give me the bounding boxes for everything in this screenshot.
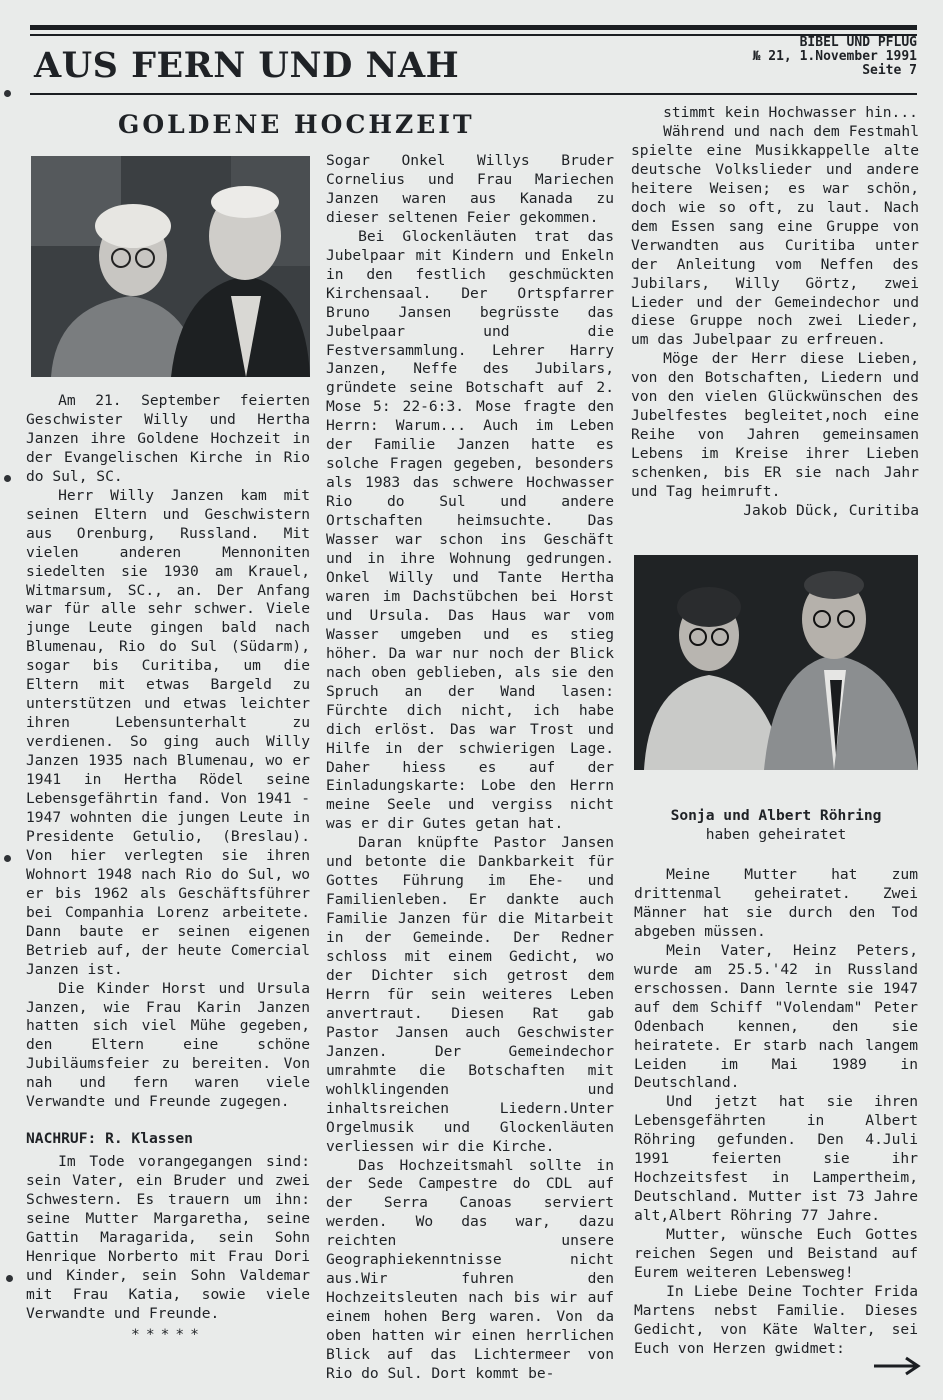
paragraph: Herr Willy Janzen kam mit seinen Eltern und Geschwistern aus Orenburg, Russland. Mit vielen anderen Mennoniten siedelten sie 1930 am Krauel, Witmarsum, SC., an. Der Anfang war für alle sehr schwer. Viele junge Leute gingen bald nach Blumenau, Rio do Sul (Südarm), sogar bis Curitiba, um die Eltern mit etwas Bargeld zu unterstützen und etwas leichter ihren Lebensunterhalt zu verdienen. So ging auch Willy Janzen 1935 nach Blumenau, wo er 1941 in Hertha Rödel seine Lebensgefährtin fand. Von 1941 - 1947 wohnten die jungen Leute in Presidente Getulio, (Breslau). Von hier verlegten sie ihren Wohnort 1948 nach Rio do Sul, wo er bis 1962 als Geschäftsführer bei Companhia Lorenz arbeitete. Dann baute er seinen eigenen Betrieb auf, der heute Comercial Janzen ist. (26, 486, 310, 978)
couple-photo-roehring (634, 555, 918, 770)
paragraph: Die Kinder Horst und Ursula Janzen, wie Frau Karin Janzen hatten sich viel Mühe gegeben, den Eltern eine schöne Jubiläumsfeier zu bereiten. Von nah und fern waren viele Verwandte und Freunde zugegen. (26, 979, 310, 1111)
punch-hole-mark (4, 475, 11, 482)
punch-hole-mark (4, 90, 11, 97)
paragraph: Bei Glockenläuten trat das Jubelpaar mit Kindern und Enkeln in den festlich geschmückten Kirchensaal. Der Ortspfarrer Bruno Jansen begrüsste das Jubelpaar und die Festversammlung. Lehrer Harry Janzen, Neffe des Jubilars, gründete seine Botschaft auf 2. Mose 5: 22-6:3. Mose fragte den Herrn: Warum... Auch im Leben der Familie Janzen hatte es solche Fragen gegeben, besonders als 1983 das schwere Hochwasser Rio do Sul und andere Ortschaften heimsuchte. Das Wasser war schon ins Geschäft und in ihre Wohnung gedrungen. Onkel Willy und Tante Hertha waren im Dachstübchen bei Horst und Ursula. Das Haus war vom Wasser umgeben und es stieg höher. Da war nur noch der Blick nach oben geblieben, als sie den Spruch an der Wand lasen: Fürchte dich nicht, ich habe dich erlöst. Das war Trost und Hilfe in der schwierigen Lage. Daher hiess es auf der Einladungskarte: Lobe den Herrn meine Seele und vergiss nicht was er dir Gutes getan hat. (326, 227, 614, 833)
paragraph: Möge der Herr diese Lieben, von den Botschaften, Liedern und von den vielen Glückwünschen des Jubelfestes begleitet,noch eine Reihe von Jahren gemeinsamen Lebens im Kreise ihrer Lieben schenken, bis ER sie nach Jahr und Tag heimruft. (631, 350, 919, 501)
couple-photo-roehring-image (634, 555, 918, 770)
punch-hole-mark (6, 1275, 13, 1282)
paragraph: Das Hochzeitsmahl sollte in der Sede Campestre do CDL auf der Serra Canoas serviert werden. Wo das war, dazu reichten unsere Geographiekenntnisse nicht aus.Wir fuhren den Hochzeitsleuten nach bis wir auf einem hohen Berg waren. Von da oben hatten wir einen herrlichen Blick auf das Lichtermeer von Rio do Sul. Dort kommt be- (326, 1156, 614, 1382)
signature: Jakob Dück, Curitiba (743, 502, 919, 520)
masthead-rule-thick (30, 25, 917, 30)
article1-column-1 (26, 392, 310, 1345)
paragraph: Mutter, wünsche Euch Gottes reichen Segen und Beistand auf Eurem weiteren Lebensweg! (634, 1226, 918, 1282)
article-title: GOLDENE HOCHZEIT (118, 110, 475, 139)
paragraph: Sogar Onkel Willys Bruder Cornelius und Frau Mariechen Janzen waren aus Kanada zu dieser seltenen Feier gekommen. (326, 152, 614, 226)
continue-arrow-icon (872, 1356, 922, 1376)
article1-column-2 (326, 152, 614, 1384)
punch-hole-mark (4, 855, 11, 862)
couple-photo-janzen-image (31, 156, 310, 377)
paragraph: Meine Mutter hat zum drittenmal geheiratet. Zwei Männer hat sie durch den Tod abgeben müssen. (634, 866, 918, 940)
masthead-title: AUS FERN UND NAH (34, 45, 460, 86)
paragraph: Am 21. September feierten Geschwister Willy und Hertha Janzen ihre Goldene Hochzeit in der Evangelischen Kirche in Rio do Sul, SC. (26, 392, 310, 485)
issue-number: № 21, 1.November 1991 (752, 49, 917, 64)
publication-info (657, 36, 917, 78)
caption-names: Sonja und Albert Röhring (670, 807, 882, 824)
page-number: Seite 7 (862, 63, 917, 78)
paragraph: Und jetzt hat sie ihren Lebensgefährten in Albert Röhring gefunden. Den 4.Juli 1991 feierten sie ihr Hochzeitsfest in Lampertheim, Deutschland. Mutter ist 73 Jahre alt,Albert Röhring 77 Jahre. (634, 1093, 918, 1225)
article1-column-3 (631, 104, 919, 521)
masthead-rule-bottom (30, 93, 917, 95)
paragraph: Während und nach dem Festmahl spielte eine Musikkappelle alte deutsche Volkslieder und andere heitere Weisen; es war schön, doch wie so oft, zu laut. Nach dem Essen sang eine Gruppe von Verwandten aus Curitiba unter der Anleitung vom Neffen des Jubilars, Willy Görtz, zwei Lieder und der Gemeindechor und diese Gruppe noch zwei Lieder, um das Jubelpaar zu erfreuen. (631, 122, 919, 349)
paragraph: Daran knüpfte Pastor Jansen und betonte die Dankbarkeit für Gottes Führung im Ehe- und Familienleben. Er dankte auch Familie Janzen für die Mitarbeit in der Gemeinde. Der Redner schloss mit einem Gedicht, wo der Dichter sich getrost dem Herrn für sein weiteres Leben anvertraut. Diesen Rat gab Pastor Jansen auch Geschwister Janzen. Der Gemeindechor umrahmte die Botschaften mit wohlklingenden und inhaltsreichen Liedern.Unter Orgelmusik und Glockenläuten verliessen wir die Kirche. (326, 834, 614, 1155)
nachruf-text: Im Tode vorangegangen sind: sein Vater, ein Bruder und zwei Schwestern. Es trauern um ihn: seine Mutter Margaretha, seine Gattin Maragarida, sein Sohn Henrique Norberto mit Frau Dori und Kinder, sein Sohn Valdemar mit Frau Katia, sowie viele Verwandte und Freunde. (26, 1153, 310, 1322)
couple-photo-janzen (31, 156, 310, 377)
paragraph: In Liebe Deine Tochter Frida Martens nebst Familie. Dieses Gedicht, von Käte Walter, sei Euch von Herzen gwidmet: (634, 1282, 918, 1357)
photo-caption (634, 806, 918, 844)
caption-text: haben geheiratet (705, 826, 847, 843)
section-stars: ***** (131, 1325, 205, 1343)
article2-column (634, 866, 918, 1359)
nachruf-heading: NACHRUF: R. Klassen (26, 1130, 193, 1148)
paragraph: Mein Vater, Heinz Peters, wurde am 25.5.'42 in Russland erschossen. Dann lernte sie 1947 auf dem Schiff "Volendam" Peter Odenbach kennen, den sie heiratete. Er starb nach langem Leiden im Mai 1989 in Deutschland. (634, 941, 918, 1092)
publication-name: BIBEL UND PFLUG (799, 35, 917, 50)
paragraph: stimmt kein Hochwasser hin... (663, 104, 918, 121)
